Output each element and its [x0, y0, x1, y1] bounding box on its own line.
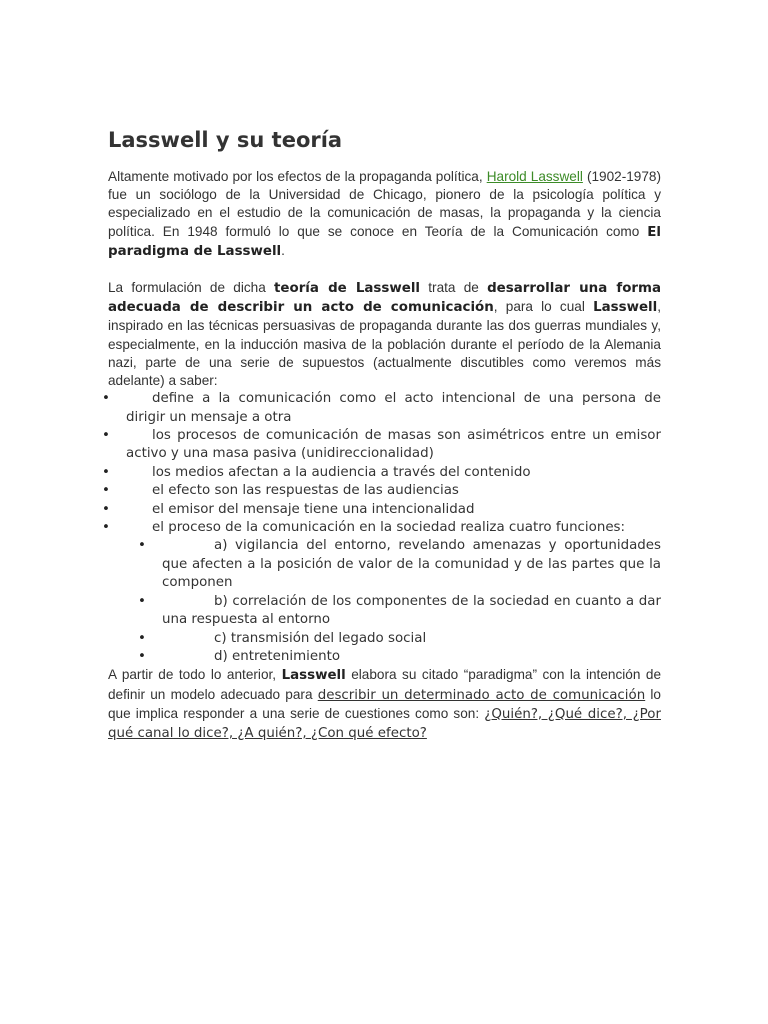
conclusion-text-1: A partir de todo lo anterior,	[108, 667, 282, 683]
list-item: • los medios afectan a la audiencia a través del contenido	[108, 464, 661, 482]
conclusion-paragraph	[108, 666, 661, 743]
theory-text-1: La formulación de dicha	[108, 280, 275, 296]
page-title: Lasswell y su teoría	[108, 128, 343, 152]
describe-act-link[interactable]: describir un determinado acto de comunicación	[317, 687, 646, 703]
theory-text-2: trata de	[420, 280, 488, 296]
sublist-item: • d) entretenimiento	[126, 648, 661, 666]
theory-text-3: , para lo cual	[493, 299, 594, 315]
sublist-item: • a) vigilancia del entorno, revelando amenazas y oportunidades que afecten a la posición de valor de la comunidad y de las partes que la componen	[126, 537, 661, 592]
paradigm-name: El paradigma de Lasswell	[108, 224, 661, 259]
conclusion-text-3: lo que implica responder a una serie de cuestiones como son:	[108, 686, 661, 721]
list-item: • el emisor del mensaje tiene una intencionalidad	[108, 501, 661, 519]
theory-text-4: , inspirado en las técnicas persuasivas de propaganda durante las dos guerras mundiales y, especialmente, en la inducción masiva de la población durante el período de la Alemania nazi, parte de una serie de supuestos (actualmente discutibles como veremos más adelante) a saber:	[108, 299, 661, 389]
conclusion-text-2: elabora su citado “paradigma” con la intención de definir un modelo adecuado para	[108, 667, 661, 702]
intro-text-3: .	[281, 242, 285, 258]
list-item: • el efecto son las respuestas de las audiencias	[108, 482, 661, 500]
list-item: • los procesos de comunicación de masas son asimétricos entre un emisor activo y una masa pasiva (unidireccionalidad)	[108, 427, 661, 464]
list-item: • define a la comunicación como el acto intencional de una persona de dirigir un mensaje a otra	[108, 390, 661, 427]
functions-sublist	[126, 537, 661, 666]
sublist-item: • c) transmisión del legado social	[126, 630, 661, 648]
intro-paragraph	[108, 168, 661, 261]
list-item: • el proceso de la comunicación en la sociedad realiza cuatro funciones: • a) vigilancia del entorno, revelando amenazas y oportunidades que afecten a la posición de valor de la comunidad y de las partes que la componen • b) correlación de los componentes de la sociedad en cuanto a dar una respuesta al entorno • c) transmisión del legado social • d) entretenimiento	[108, 519, 661, 666]
theory-bold-2: desarrollar una forma adecuada de describir un acto de comunicación	[108, 281, 661, 316]
sublist-item: • b) correlación de los componentes de la sociedad en cuanto a dar una respuesta al entorno	[126, 593, 661, 630]
theory-bold-1: teoría de Lasswell	[274, 281, 421, 297]
conclusion-bold-1: Lasswell	[281, 668, 346, 684]
theory-bold-3: Lasswell	[593, 300, 658, 316]
article-body	[108, 126, 661, 743]
assumptions-list	[108, 390, 661, 666]
intro-text-1: Altamente motivado por los efectos de la propaganda política,	[108, 169, 487, 184]
questions-link[interactable]: ¿Quién?, ¿Qué dice?, ¿Por qué canal lo dice?, ¿A quién?, ¿Con qué efecto?	[108, 706, 661, 741]
theory-paragraph	[108, 279, 661, 390]
intro-text-2: (1902-1978) fue un sociólogo de la Universidad de Chicago, pionero de la psicología política y especializado en el estudio de la comunicación de masas, la propaganda y la ciencia política. En 1948 formuló lo que se conoce en Teoría de la Comunicación como	[108, 169, 662, 239]
harold-lasswell-link[interactable]: Harold Lasswell	[486, 169, 583, 184]
